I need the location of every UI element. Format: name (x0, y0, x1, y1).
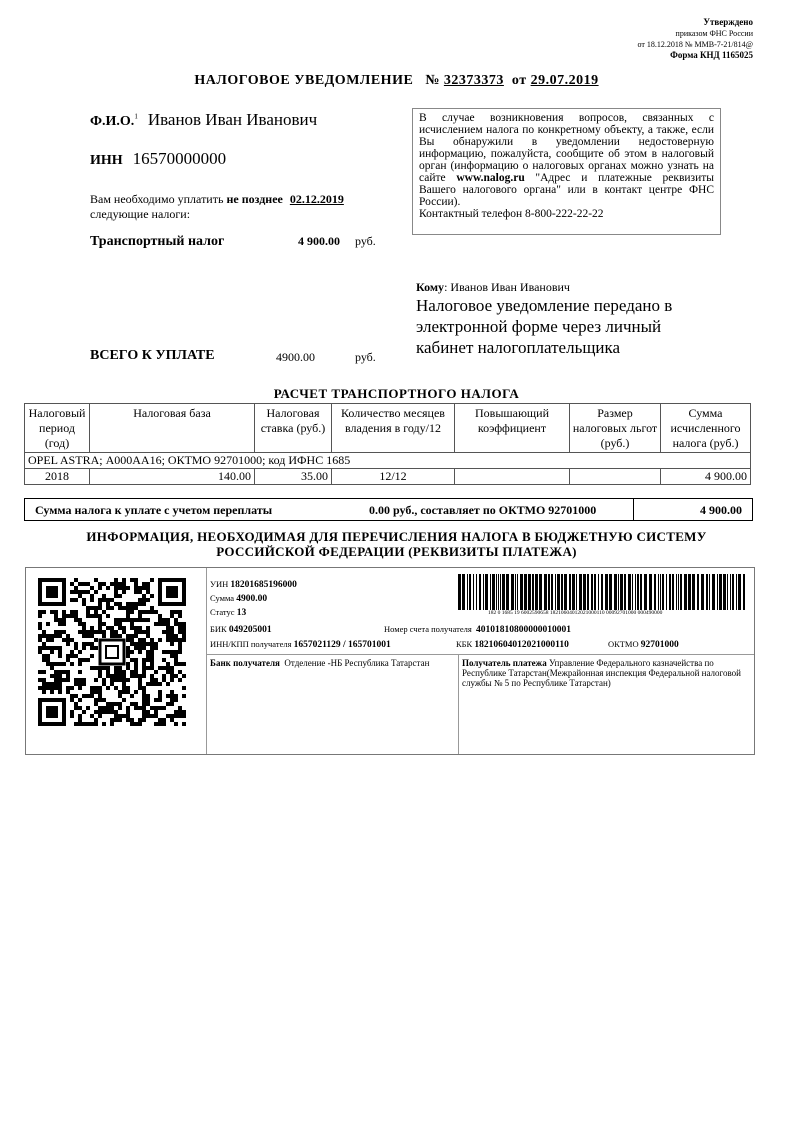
approval-form: Форма КНД 1165025 (670, 50, 753, 60)
payment-details (25, 567, 755, 755)
object-line: OPEL ASTRA; А000АА16; ОКТМО 92701000; код ИФНС 1685 (25, 453, 751, 469)
inn-row (90, 149, 226, 169)
date-prefix: от (511, 73, 527, 88)
oktmo-row (608, 638, 679, 652)
fio-row (90, 110, 317, 130)
qr-code-icon (38, 578, 186, 728)
number-sign: № (425, 73, 440, 88)
bik-value: 049205001 (228, 625, 272, 635)
divider (206, 568, 207, 754)
object-row (25, 453, 751, 469)
sum-divider (633, 499, 635, 520)
calc-header: Сумма исчисленного налога (руб.) (661, 404, 751, 453)
payment-left-fields (210, 578, 297, 620)
fio-label: Ф.И.О. (90, 114, 135, 129)
uin-value: 18201685196000 (230, 580, 297, 590)
calc-cell: 2018 (25, 469, 90, 485)
divider (206, 654, 754, 655)
sum-field-label: Сумма (210, 593, 235, 603)
calc-header: Повышающий коэффициент (455, 404, 570, 453)
notice-number: 32373373 (443, 73, 504, 88)
inn-label: ИНН (90, 153, 123, 168)
due-text2: следующие налоги: (90, 207, 191, 221)
calc-cell: 35.00 (255, 469, 332, 485)
bank-label: Банк получателя (210, 658, 280, 668)
kbk-value: 18210604012021000110 (474, 640, 569, 650)
bank-value: Отделение -НБ Республика Татарстан (284, 658, 430, 668)
due-date: 02.12.2019 (289, 192, 344, 206)
uin-label: УИН (210, 579, 229, 589)
sum-field-value: 4900.00 (236, 594, 268, 604)
innkpp-value: 1657021129 / 165701001 (293, 640, 391, 650)
status-label: Статус (210, 607, 235, 617)
approval-line1: Утверждено (703, 17, 753, 27)
title-text: НАЛОГОВОЕ УВЕДОМЛЕНИЕ (194, 73, 414, 88)
sum-middle: 0.00 руб., составляет по ОКТМО 92701000 (369, 503, 597, 517)
fio-footnote: 1 (134, 112, 138, 121)
fio-value: Иванов Иван Иванович (147, 110, 318, 129)
calc-title: РАСЧЕТ ТРАНСПОРТНОГО НАЛОГА (273, 386, 520, 401)
sum-label: Сумма налога к уплате с учетом переплаты (35, 503, 273, 517)
calc-header: Размер налоговых льгот (руб.) (570, 404, 661, 453)
oktmo-value: 92701000 (640, 640, 679, 650)
payee-value: Управление Федерального казначейства по Республике Татарстан(Межрайонная инспекция Федеральной налоговой службы № 5 по Республике Татарстан) (462, 658, 741, 688)
calc-header: Налоговая база (90, 404, 255, 453)
due-text1: Вам необходимо уплатить (90, 192, 224, 206)
kbk-row (456, 638, 569, 652)
calc-table (24, 403, 751, 485)
inn-value: 16570000000 (132, 149, 227, 168)
barcode-text: 182 0 1685 19 6002590658 18210604012021000110 00092701000 000490000 (488, 610, 663, 616)
sum-amount: 4 900.00 (700, 503, 742, 517)
bank-row (210, 658, 450, 668)
delivery-message: Налоговое уведомление передано в электронной форме через личный кабинет налогоплательщика (416, 296, 673, 357)
info-title-line1: ИНФОРМАЦИЯ, НЕОБХОДИМАЯ ДЛЯ ПЕРЕЧИСЛЕНИЯ НАЛОГА В БЮДЖЕТНУЮ СИСТЕМУ (86, 529, 707, 544)
notice-date: 29.07.2019 (530, 73, 599, 88)
calc-cell: 4 900.00 (661, 469, 751, 485)
account-value: 40101810800000010001 (476, 625, 572, 635)
oktmo-label: ОКТМО (608, 639, 639, 649)
payment-info-title (0, 529, 793, 559)
account-row (384, 623, 571, 637)
due-bold: не позднее (226, 192, 283, 206)
bik-row (210, 623, 272, 637)
total-currency: руб. (355, 350, 376, 364)
page-title (0, 73, 793, 89)
calc-header: Налоговый период (год) (25, 404, 90, 453)
table-row (25, 469, 751, 485)
calc-header-row (25, 404, 751, 453)
account-label: Номер счета получателя (384, 624, 472, 634)
info-phone: Контактный телефон 8-800-222-22-22 (419, 208, 604, 220)
bik-label: БИК (210, 624, 227, 634)
payment-due (90, 192, 344, 222)
divider (458, 654, 459, 754)
tax-currency: руб. (355, 234, 376, 248)
total-label: ВСЕГО К УПЛАТЕ (90, 348, 215, 363)
info-site-link[interactable]: www.nalog.ru (456, 172, 525, 184)
info-text1: В случае возникновения вопросов, связанных с исчислением налога по конкретному объекту, а также, если Вы обнаружили в уведомлении недостоверную информацию, пожалуйста, сообщите об этом в налоговый орган (информацию о налоговых органах можно узнать на сайте (419, 112, 714, 184)
calc-header: Количество месяцев владения в году/12 (332, 404, 455, 453)
recipient-label: Кому (416, 280, 445, 294)
recipient-name: : Иванов Иван Иванович (444, 280, 570, 294)
kbk-label: КБК (456, 639, 473, 649)
calc-cell: 140.00 (90, 469, 255, 485)
payee-label: Получатель платежа (462, 658, 547, 668)
calc-cell: 12/12 (332, 469, 455, 485)
calc-cell (455, 469, 570, 485)
status-value: 13 (236, 608, 247, 618)
info-text2: "Адрес и платежные реквизиты Вашего налогового органа" или в контакт центре ФНС России). (419, 172, 714, 208)
approval-line2: приказом ФНС России (675, 29, 753, 38)
innkpp-label: ИНН/КПП получателя (210, 639, 292, 649)
total-amount: 4900.00 (276, 350, 315, 364)
innkpp-row (210, 638, 391, 652)
approval-stamp (637, 17, 753, 61)
sum-row (24, 498, 753, 521)
calc-cell (570, 469, 661, 485)
contact-info-box (412, 108, 721, 235)
info-title-line2: РОССИЙСКОЙ ФЕДЕРАЦИИ (РЕКВИЗИТЫ ПЛАТЕЖА) (216, 544, 577, 559)
barcode-icon (458, 574, 748, 610)
approval-line3: от 18.12.2018 № ММВ-7-21/814@ (637, 40, 753, 49)
tax-amount: 4 900.00 (298, 234, 340, 248)
calc-header: Налоговая ставка (руб.) (255, 404, 332, 453)
tax-name: Транспортный налог (90, 234, 225, 249)
payee-row (462, 658, 752, 688)
recipient-row (416, 280, 570, 295)
